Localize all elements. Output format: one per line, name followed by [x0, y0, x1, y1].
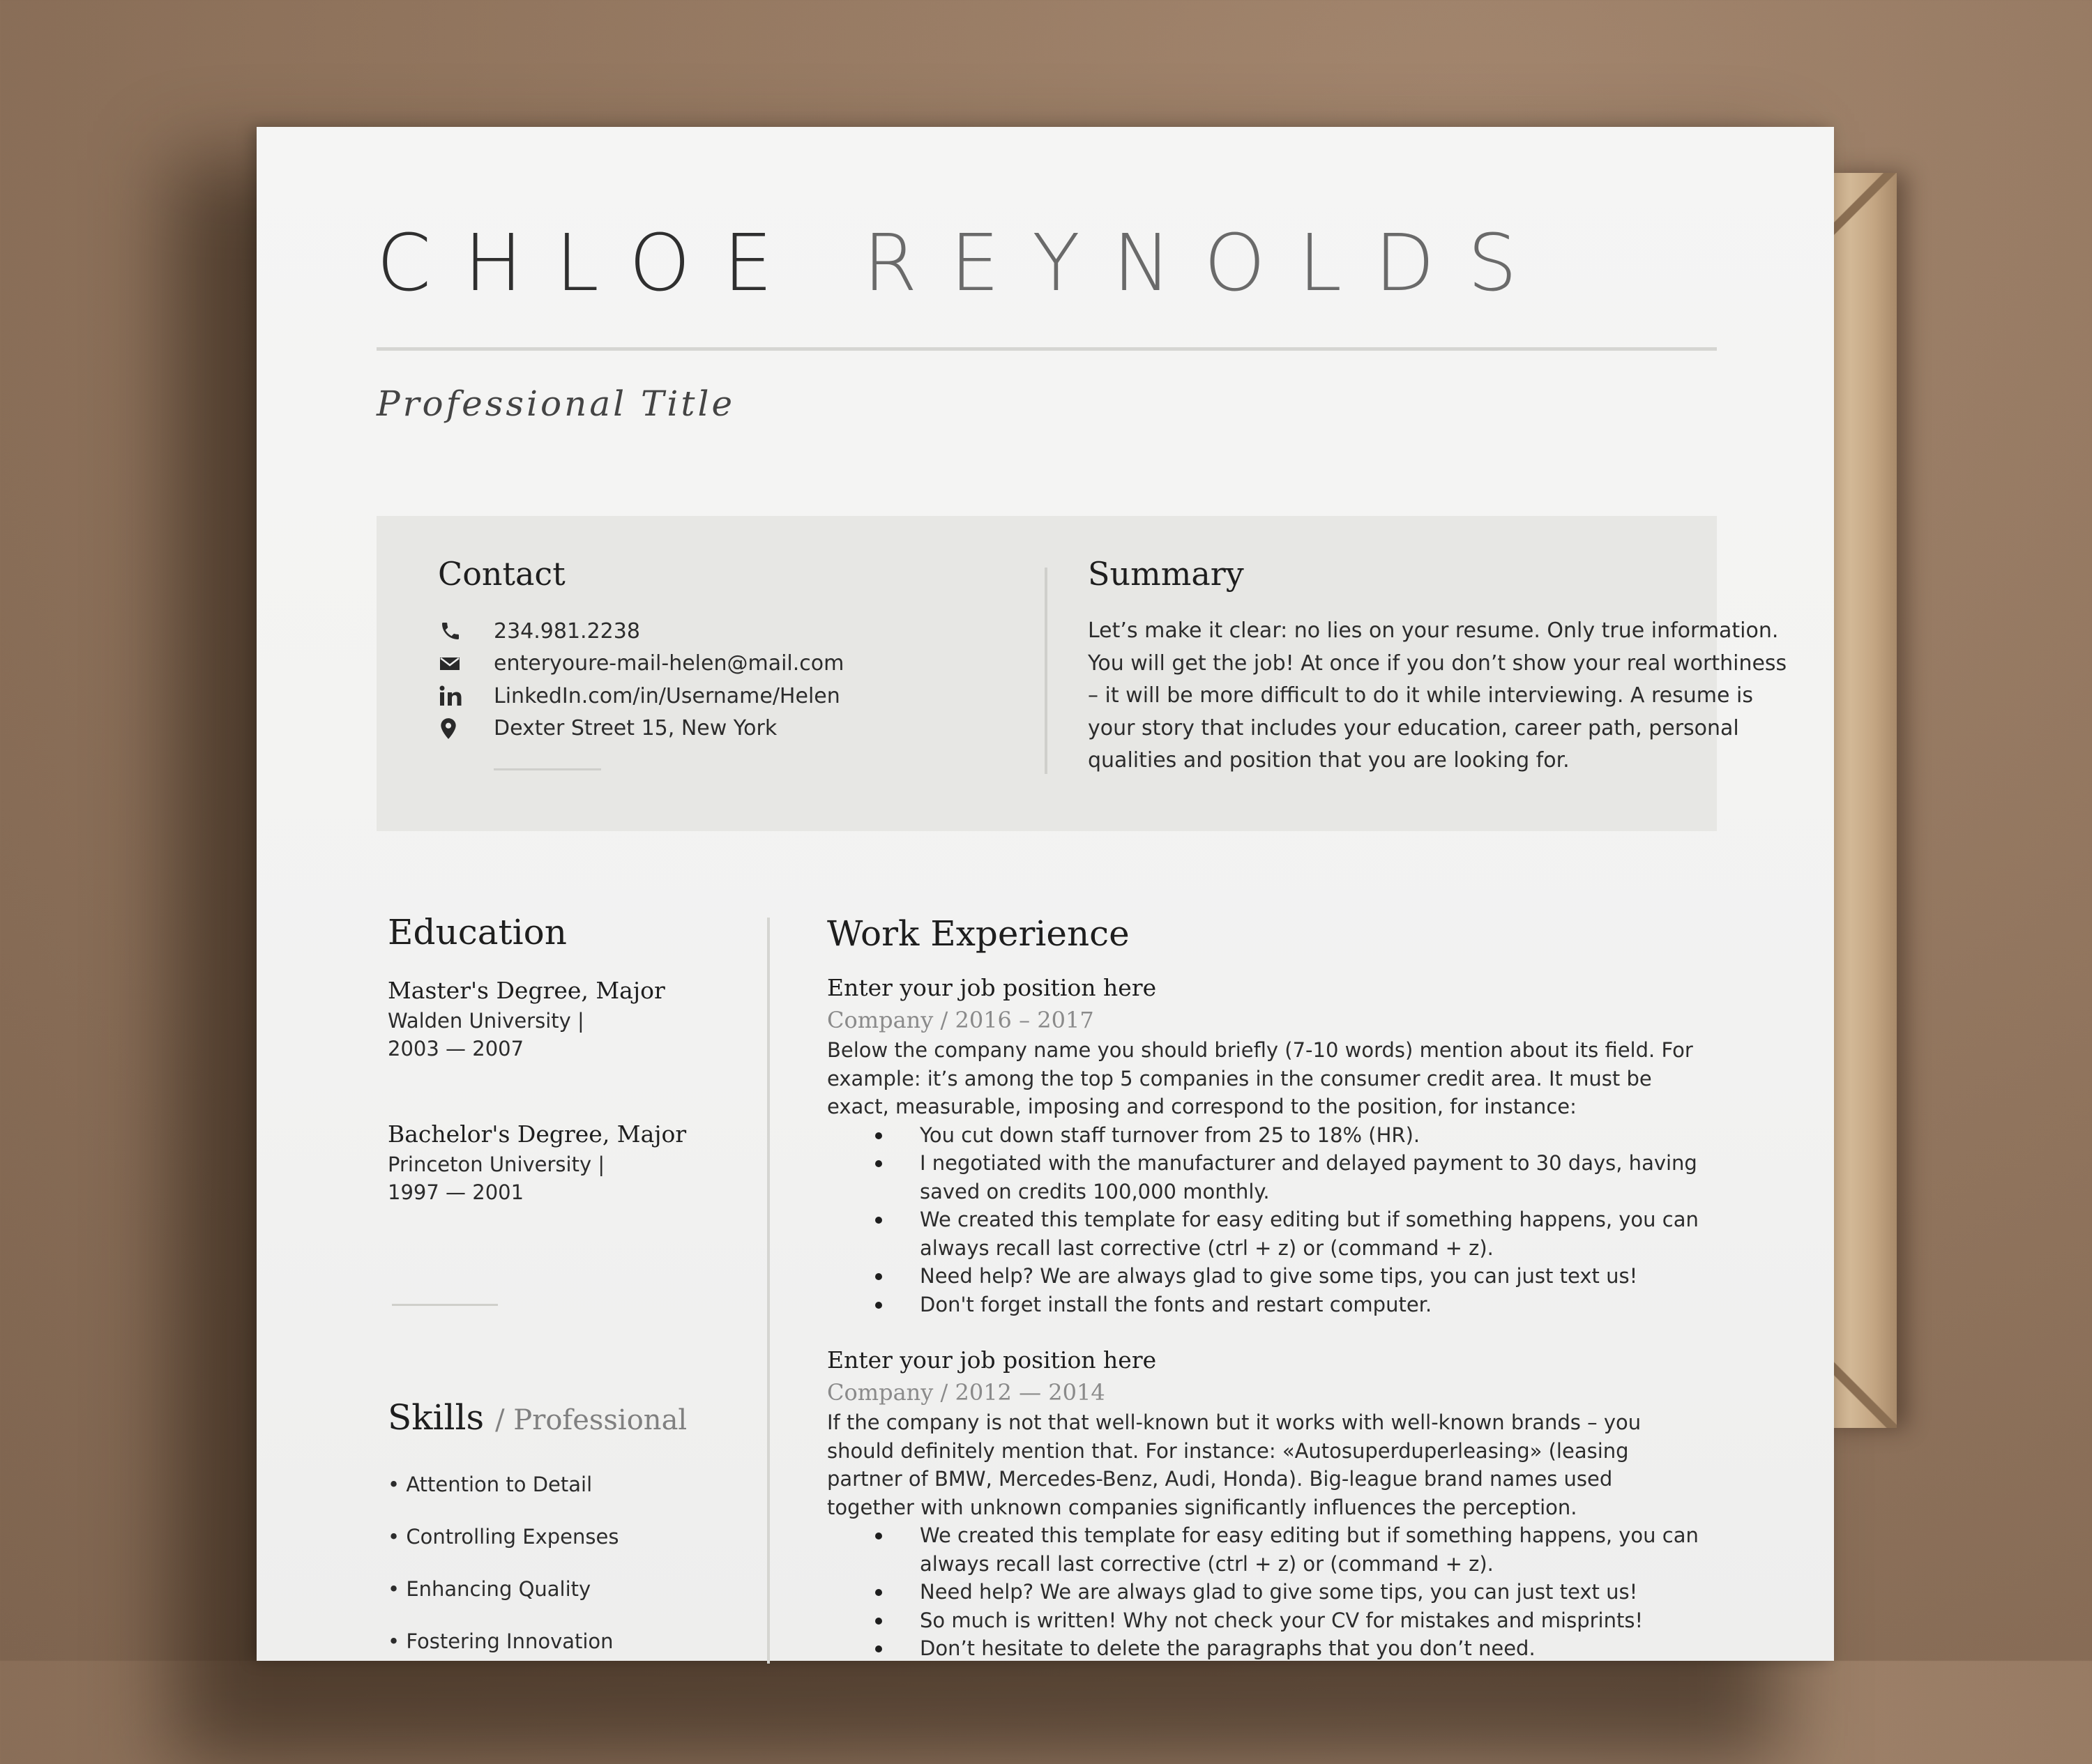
phone-icon	[439, 620, 478, 642]
study-years: 2003 — 2007	[388, 1037, 524, 1060]
contact-item	[439, 648, 844, 680]
job-entry	[827, 1344, 1706, 1663]
job-company-dates: Company / 2012 — 2014	[827, 1379, 1105, 1406]
candidate-name	[377, 218, 1550, 309]
contact-accent-rule	[494, 768, 601, 770]
email-address: enteryoure-mail-helen@mail.com	[494, 651, 844, 676]
skill-item: • Attention to Detail	[388, 1473, 593, 1496]
first-name: CHLOE	[377, 218, 805, 309]
bullet-item: Don't forget install the fonts and restart computer.	[920, 1291, 1706, 1319]
bullet-item: I negotiated with the manufacturer and delayed payment to 30 days, having saved on credits 100,000 monthly.	[920, 1149, 1706, 1206]
school-name: Princeton University |	[388, 1153, 605, 1176]
education-entry	[388, 1118, 686, 1206]
summary-text: Let’s make it clear: no lies on your resume. Only true information. You will get the job! At once if you don’t show your real worthiness – it will be more difficult to do it while interviewing. A resume is your story that includes your education, career path, personal qualities and position that you are looking for.	[1088, 618, 1787, 773]
bullet-item: Need help? We are always glad to give some tips, you can just text us!	[920, 1578, 1706, 1606]
contact-item	[439, 615, 844, 648]
job-position: Enter your job position here	[827, 1346, 1157, 1374]
location-pin-icon	[439, 717, 478, 740]
linkedin-icon	[439, 685, 478, 706]
contact-item	[439, 713, 844, 745]
bullet-item: So much is written! Why not check your CV for mistakes and misprints!	[920, 1606, 1706, 1635]
skill-item: • Controlling Expenses	[388, 1525, 619, 1549]
job-company-dates: Company / 2016 – 2017	[827, 1007, 1094, 1033]
education-entry	[388, 975, 665, 1063]
bullet-item: We created this template for easy editing but if something happens, you can always recall last corrective (ctrl + z) or (command + z).	[920, 1206, 1706, 1262]
header-divider	[377, 347, 1717, 351]
bullet-item: Need help? We are always glad to give some tips, you can just text us!	[920, 1262, 1706, 1291]
contact-list	[439, 615, 844, 745]
degree-title: Master's Degree, Major	[388, 977, 665, 1004]
phone-number: 234.981.2238	[494, 618, 640, 644]
work-experience-heading: Work Experience	[827, 913, 1130, 954]
resume-page	[257, 127, 1834, 1661]
job-entry	[827, 972, 1706, 1318]
study-years: 1997 — 2001	[388, 1180, 524, 1204]
job-bullets	[827, 1121, 1706, 1319]
bullet-item: Don’t hesitate to delete the paragraphs that you don’t need.	[920, 1634, 1706, 1663]
skill-item: • Enhancing Quality	[388, 1577, 591, 1601]
bullet-item: You cut down staff turnover from 25 to 18% (HR).	[920, 1121, 1706, 1150]
mail-icon	[439, 655, 478, 672]
last-name: REYNOLDS	[863, 218, 1550, 309]
job-bullets	[827, 1521, 1706, 1663]
professional-title: Professional Title	[377, 383, 736, 424]
school-name: Walden University |	[388, 1009, 584, 1033]
education-accent-rule	[392, 1304, 498, 1306]
contact-item	[439, 680, 844, 713]
skill-item: • Fostering Innovation	[388, 1629, 614, 1653]
skills-heading	[388, 1397, 687, 1438]
job-position: Enter your job position here	[827, 974, 1157, 1001]
bullet-item: We created this template for easy editing but if something happens, you can always recall last corrective (ctrl + z) or (command + z).	[920, 1521, 1706, 1578]
education-heading: Education	[388, 912, 567, 952]
job-description: If the company is not that well-known but it works with well-known brands – you should definitely mention that. For instance: «Autosuperduperleasing» (leasing partner of BMW, Mercedes-Benz, Audi, Honda). Big-league brand names used together with unknown companies significantly influences the perception.	[827, 1411, 1642, 1519]
address: Dexter Street 15, New York	[494, 716, 778, 741]
main-column-divider	[767, 918, 770, 1664]
job-description: Below the company name you should briefly (7-10 words) mention about its field. For example: it’s among the top 5 companies in the consumer credit area. It must be exact, measurable, imposing and correspond to the position, for instance:	[827, 1038, 1693, 1118]
summary-heading: Summary	[1088, 555, 1244, 593]
skills-subtitle: / Professional	[495, 1404, 688, 1436]
contact-heading: Contact	[438, 555, 566, 593]
skills-title: Skills	[388, 1397, 485, 1438]
skills-list	[388, 1459, 619, 1668]
degree-title: Bachelor's Degree, Major	[388, 1120, 687, 1148]
band-column-divider	[1045, 568, 1047, 774]
linkedin-url: LinkedIn.com/in/Username/Helen	[494, 683, 840, 708]
